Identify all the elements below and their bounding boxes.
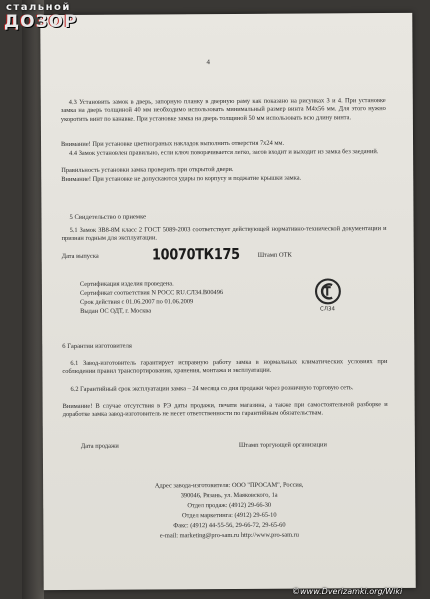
document-page	[40, 13, 416, 590]
shop-stamp-label: Штамп торгующей организации	[238, 441, 327, 449]
cert-line-3: Срок действия с 01.06.2007 по 01.06.2009	[79, 298, 194, 306]
cert-line-2: Сертификат соответствия N РОСС RU.СЛ34.В00496	[79, 289, 224, 297]
address-line-1: Адрес завода-изготовителя: ООО "ПРОСАМ", Россия,	[154, 481, 304, 490]
install-paragraph-4-3: 4.3 Установить замок в дверь, запорную планку в дверную раму как показано на рисунках 3 и 4. При установке замка на дверь толщиной 40 мм необходимо использовать минимальный размер винта М4х56 мм. Для этого нужно укоротить винт по канавке. При установке замка на дверь толщиной 50 мм использовать всю длину винта.	[60, 97, 386, 123]
page-number: 4	[206, 58, 211, 67]
otk-stamp-label: Штамп ОТК	[257, 251, 292, 259]
warranty-paragraph-6-1: 6.1 Завод-изготовитель гарантирует исправную работу замка в нормальных климатических условиях при соблюдении правил транспортирования, хранения, монтажа и эксплуатации.	[62, 358, 388, 376]
acceptance-heading: 5 Свидетельство о приемке	[69, 213, 147, 221]
warranty-heading: 6 Гарантии изготовителя	[62, 342, 132, 351]
watermark: ©www.Dverizamki.org/Wiki	[292, 587, 403, 596]
install-warning-1: Внимание! При установке цветнограных накладок выполнить отверстия 7х24 мм.	[61, 139, 285, 149]
sale-date-label: Дата продажи	[80, 442, 119, 450]
address-line-5: Факс: (4912) 44-55-56, 29-66-72, 29-65-60	[173, 521, 286, 530]
install-warning-2: Внимание! При установке не допускаются удары по корпусу и поджатие крышки замка.	[61, 174, 302, 184]
site-logo	[4, 2, 104, 32]
cert-line-4: Выдан ОС ОДТ, г. Москва	[80, 307, 152, 315]
cert-code: СЛ34	[320, 306, 336, 313]
logo-line-1: стальной	[6, 2, 71, 13]
serial-stamp: 10070ТК175	[151, 244, 240, 264]
address-line-2: 390046, Рязань, ул. Маяковского, 1а	[180, 491, 278, 500]
address-line-6: e-mail: marketing@pro-sam.ru http://www.pro-sam.ru	[159, 531, 299, 540]
warranty-warning: Внимание! В случае отсутствия в РЭ даты продажи, печати магазина, а также при самостоятельной разборке и доработке замка завод-изготовитель не несет ответственности по гарантийным обязательствам.	[62, 401, 388, 419]
address-line-3: Отдел продаж: (4912) 29-66-30	[187, 501, 272, 510]
install-paragraph-4-4: 4.4 Замок установлен правильно, если ключ поворачивается легко, засов входит и выходит из замка без заеданий.	[69, 148, 379, 157]
cert-line-1: Сертификация изделия проведена.	[79, 280, 174, 288]
certification-mark-icon	[314, 277, 342, 305]
acceptance-paragraph-5-1: 5.1 Замок ЗВ8-8М класс 2 ГОСТ 5089-2003 соответствует действующей нормативно-технической документации и признан годным для эксплуатации.	[61, 225, 387, 243]
release-date-label: Дата выпуска	[61, 252, 99, 261]
logo-line-2: ДОЗОР	[4, 12, 78, 32]
warranty-paragraph-6-2: 6.2 Гарантийный срок эксплуатации замка – 24 месяца со дня продажи через розничную торговую сеть.	[70, 384, 354, 393]
address-line-4: Отдел маркетинга: (4912) 29-65-10	[182, 511, 277, 520]
install-check: Правильность установки замка проверить при открытой двери.	[61, 165, 234, 175]
